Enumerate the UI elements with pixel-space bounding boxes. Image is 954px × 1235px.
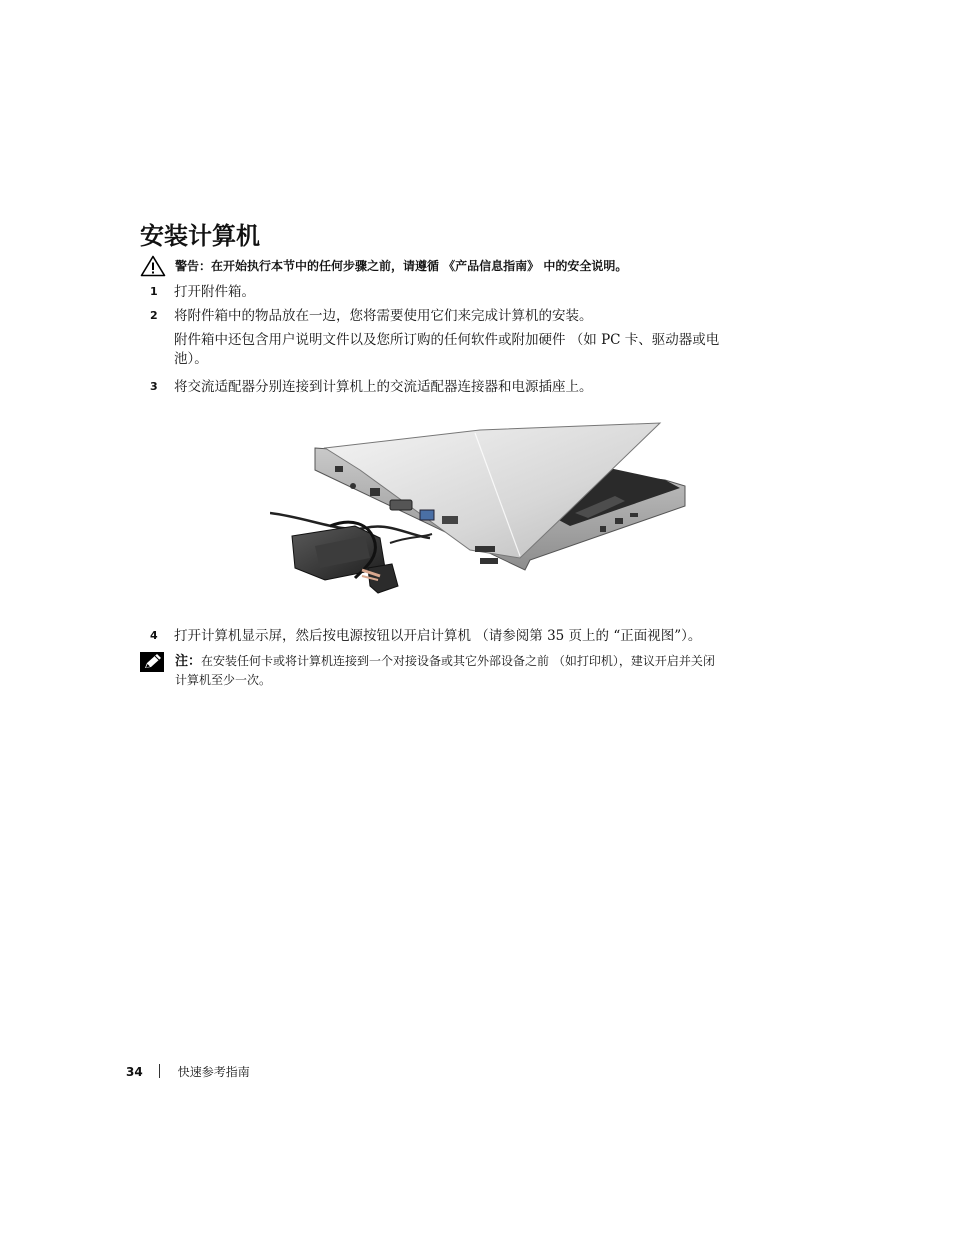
page-footer — [126, 1062, 250, 1082]
note-label: 注： — [175, 654, 202, 669]
step-text: 将交流适配器分别连接到计算机上的交流适配器连接器和电源插座上。 — [174, 379, 593, 395]
step-2 — [150, 306, 800, 326]
step-text: 将附件箱中的物品放在一边，您将需要使用它们来完成计算机的安装。 — [174, 308, 593, 324]
note-block — [140, 650, 820, 690]
step-3 — [150, 377, 800, 397]
step-text: 打开计算机显示屏，然后按电源按钮以开启计算机 （请参阅第 35 页上的 “正面视图”）。 — [174, 628, 702, 644]
step-number: 4 — [150, 629, 158, 642]
page-title: 安装计算机 — [140, 222, 260, 250]
note-line-1 — [175, 652, 815, 671]
page-number: 34 — [126, 1065, 143, 1079]
guide-title: 快速参考指南 — [177, 1065, 250, 1079]
step-number: 3 — [150, 380, 158, 393]
step-text: 打开附件箱。 — [174, 284, 255, 300]
note-line-2: 计算机至少一次。 — [175, 673, 272, 687]
warning-notice — [140, 255, 820, 279]
note-pencil-icon — [140, 652, 164, 672]
laptop-ac-adapter-illustration — [270, 418, 690, 603]
note-line-1-text: 在安装任何卡或将计算机连接到一个对接设备或其它外部设备之前 （如打印机），建议开启并关闭 — [201, 654, 715, 668]
footer-separator — [159, 1064, 160, 1078]
warning-text: 警告：在开始执行本节中的任何步骤之前，请遵循 《产品信息指南》 中的安全说明。 — [175, 259, 628, 273]
warning-triangle-icon — [140, 255, 166, 277]
note-text — [175, 652, 815, 689]
step-2-detail-line-1: 附件箱中还包含用户说明文件以及您所订购的任何软件或附加硬件 （如 PC 卡、驱动器或电 — [174, 332, 720, 348]
step-4 — [150, 626, 800, 646]
step-number: 1 — [150, 285, 158, 298]
step-number: 2 — [150, 309, 158, 322]
step-1 — [150, 282, 800, 302]
step-2-detail-line-2: 池）。 — [174, 351, 208, 367]
